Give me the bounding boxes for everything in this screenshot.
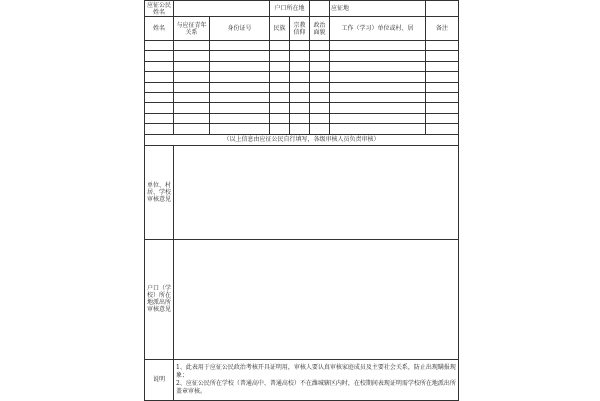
applicant-name-value [174,1,270,17]
member-rows [145,41,459,135]
table-cell [290,92,310,102]
table-cell [426,124,459,134]
col-header-religion: 宗教信仰 [290,17,310,41]
table-row [145,51,459,61]
table-cell [145,103,174,113]
table-cell [270,51,290,61]
table-cell [310,113,330,123]
table-cell [290,103,310,113]
table-cell [330,92,426,102]
table-cell [145,82,174,92]
table-cell [330,103,426,113]
table-row [145,82,459,92]
col-header-workplace: 工作（学习）单位或村、居 [330,17,426,41]
self-fill-note: （以上信息由应征公民自行填写，各级审核人员负责审核） [145,134,459,145]
table-cell [290,72,310,82]
table-cell [174,103,210,113]
table-row [145,103,459,113]
col-header-relation: 与应征青年关系 [174,17,210,41]
table-cell [270,72,290,82]
notes-row [145,359,459,400]
table-cell [426,92,459,102]
table-cell [145,61,174,71]
table-cell [174,41,210,51]
col-header-political: 政治面貌 [310,17,330,41]
table-row [145,113,459,123]
col-header-remarks: 备注 [426,17,459,41]
header-row [145,1,459,17]
police-review-cell [174,239,459,359]
table-cell [174,124,210,134]
table-cell [310,72,330,82]
table-cell [426,51,459,61]
members-header-row [145,17,459,41]
table-cell [270,92,290,102]
table-row [145,124,459,134]
table-cell [426,113,459,123]
table-cell [290,41,310,51]
unit-review-label: 单位、村居、学校审核意见 [145,145,174,239]
table-cell [290,113,310,123]
note-row [145,134,459,145]
table-cell [330,51,426,61]
table-cell [310,51,330,61]
table-row [145,61,459,71]
unit-review-cell [174,145,459,239]
table-cell [270,41,290,51]
applicant-name-label: 应征公民姓名 [145,1,174,17]
table-cell [330,41,426,51]
table-row [145,72,459,82]
table-cell [210,41,270,51]
police-review-label: 户口（学校）所在地派出所审核意见 [145,239,174,359]
table-cell [270,103,290,113]
table-cell [330,82,426,92]
table-cell [270,124,290,134]
table-cell [330,72,426,82]
political-review-form [144,0,458,400]
table-cell [290,82,310,92]
table-cell [310,103,330,113]
notes-cell [174,359,459,400]
table-cell [145,41,174,51]
table-cell [174,82,210,92]
table-cell [426,61,459,71]
table-cell [330,124,426,134]
table-cell [426,41,459,51]
table-cell [210,61,270,71]
table-cell [210,51,270,61]
table-cell [310,61,330,71]
table-cell [174,113,210,123]
table-cell [330,113,426,123]
table-cell [210,82,270,92]
table-row [145,41,459,51]
notes-line-2: 2、应征公民所在学校（普通高中、普通高校）不在潍城辖区内时，在校期间表现证明需学校所在地派出所盖章审核。 [176,379,456,395]
table-cell [210,124,270,134]
table-cell [174,51,210,61]
table-cell [310,92,330,102]
table-cell [270,113,290,123]
table-cell [290,51,310,61]
notes-line-1: 1、此表用于应征公民政治考核开具证明用，审核人要认真审核家庭成员及主要社会关系，防止出现瞒报现象； [176,363,456,379]
table-cell [145,113,174,123]
table-cell [290,124,310,134]
col-header-id: 身份证号 [210,17,270,41]
table-cell [145,72,174,82]
notes-label: 说明 [145,359,174,400]
table-cell [426,72,459,82]
table-cell [210,92,270,102]
table-row [145,92,459,102]
table-cell [174,72,210,82]
col-header-ethnicity: 民族 [270,17,290,41]
police-review-row [145,239,459,359]
table-cell [210,103,270,113]
table-cell [145,92,174,102]
table-cell [270,61,290,71]
col-header-name: 姓名 [145,17,174,41]
enlist-place-value [426,1,459,17]
table-cell [310,82,330,92]
table-cell [145,51,174,61]
table-cell [310,124,330,134]
table-cell [330,61,426,71]
table-cell [174,61,210,71]
unit-review-row [145,145,459,239]
table-cell [145,124,174,134]
table-cell [310,41,330,51]
table-cell [210,72,270,82]
enlist-place-label: 应征地 [330,1,426,17]
table-cell [426,82,459,92]
household-label: 户口所在地 [270,1,310,17]
form-table [144,0,459,401]
table-cell [270,82,290,92]
table-cell [426,103,459,113]
table-cell [210,113,270,123]
table-cell [174,92,210,102]
table-cell [290,61,310,71]
household-value [310,1,330,17]
